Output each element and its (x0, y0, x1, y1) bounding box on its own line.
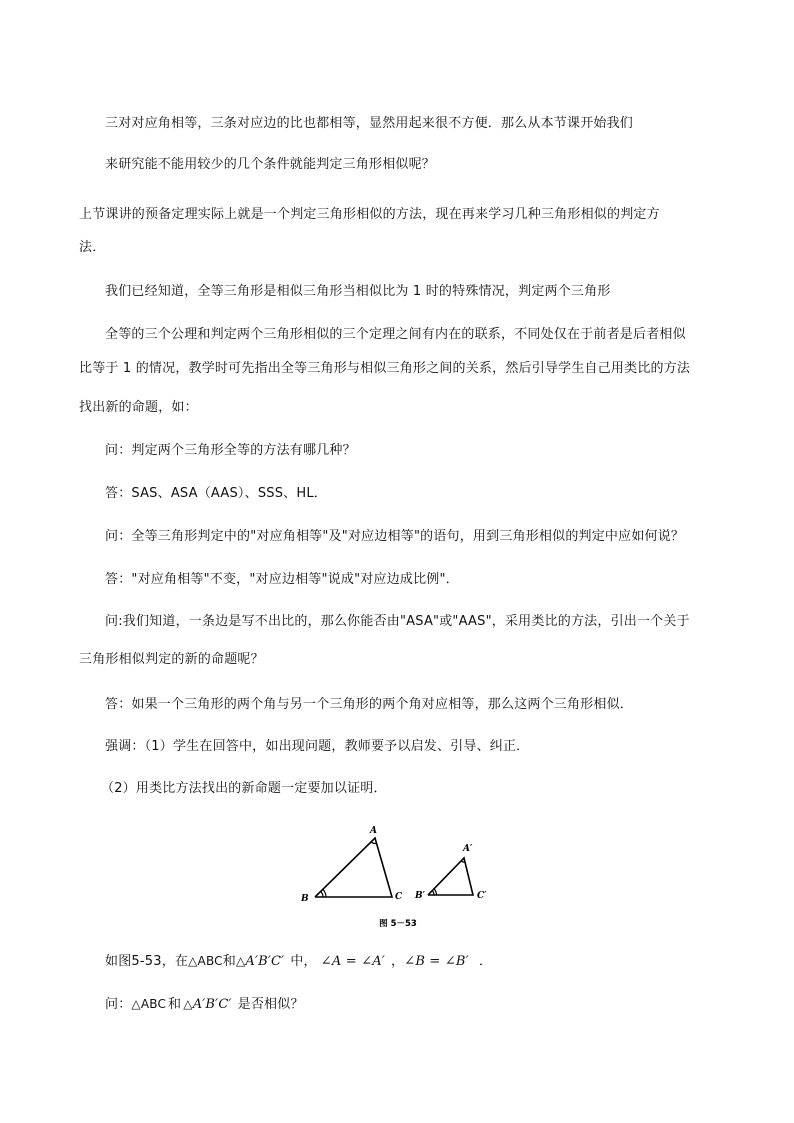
triangle-abc-symbol: △ABC (188, 954, 223, 968)
question-3-line-2: 三角形相似判定的新的命题呢？ (79, 652, 264, 667)
paragraph-5-line-2: 比等于 1 的情况，教学时可先指出全等三角形与相似三角形之间的关系，然后引导学生自己用类比的方法 (79, 361, 691, 376)
example-text: 如图5-53，在 (105, 954, 189, 969)
example-statement (105, 953, 492, 970)
triangle-symbol: △ (235, 954, 246, 968)
label-b: B (301, 894, 309, 904)
question-prefix: 问： (105, 997, 132, 1012)
label-a-prime: A′ (463, 844, 473, 854)
example-and: 和 (222, 954, 236, 969)
example-separator: ， (391, 954, 405, 969)
final-question (105, 996, 304, 1013)
triangle-abc-edges (315, 838, 392, 897)
example-end: ． (478, 954, 493, 969)
example-mid: 中， (290, 954, 317, 969)
triangle-a1b1c1 (428, 858, 473, 895)
triangle-figure (295, 818, 501, 928)
answer-2: 答："对应角相等"不变，"对应边相等"说成"对应边成比例"． (105, 572, 459, 587)
question-3-line-1: 问:我们知道，一条边是写不出比的，那么你能否由"ASA"或"AAS"，采用类比的方法，引出一个关于 (105, 614, 690, 629)
question-suffix: 是否相似？ (237, 997, 304, 1012)
paragraph-5-line-3: 找出新的命题，如： (79, 400, 198, 415)
question-triangle-a1b1c1: A′B′C′ (192, 997, 232, 1012)
question-2: 问：全等三角形判定中的"对应角相等"及"对应边相等"的语句，用到三角形相似的判定中应如何说？ (105, 529, 685, 544)
condition-angle-a: ∠A = ∠A′ (320, 954, 386, 969)
triangle-a1b1c1-symbol: A′B′C′ (245, 954, 285, 969)
question-triangle-symbol: △ (183, 997, 193, 1011)
triangle-abc (315, 838, 392, 897)
question-triangle-abc: △ABC (131, 997, 167, 1011)
paragraph-3-line-2: 法． (79, 240, 106, 255)
figure-caption: 图 5－53 (379, 919, 417, 928)
label-c-prime: C′ (477, 891, 487, 901)
paragraph-2: 来研究能不能用较少的几个条件就能判定三角形相似呢？ (105, 157, 436, 172)
paragraph-1: 三对对应角相等，三条对应边的比也都相等，显然用起来很不方便．那么从本节课开始我们 (105, 116, 634, 131)
angle-b-mark (321, 891, 323, 897)
paragraph-5-line-1: 全等的三个公理和判定两个三角形相似的三个定理之间有内在的联系，不同处仅在于前者是后者相似 (105, 327, 686, 342)
emphasis-1: 强调：（1）学生在回答中，如出现问题，教师要予以启发、引导、纠正． (105, 739, 530, 754)
label-c: C (395, 892, 403, 902)
emphasis-2: （2）用类比方法找出的新命题一定要加以证明． (101, 781, 387, 796)
label-b-prime: B′ (415, 891, 425, 901)
paragraph-4: 我们已经知道，全等三角形是相似三角形当相似比为 1 时的特殊情况，判定两个三角形 (105, 284, 611, 299)
question-and: 和 (168, 997, 182, 1012)
label-a: A (370, 826, 377, 836)
question-1: 问：判定两个三角形全等的方法有哪几种？ (105, 443, 356, 458)
answer-1: 答：SAS、ASA（AAS）、SSS、HL． (105, 486, 327, 501)
condition-angle-b: ∠B = ∠B′ (404, 954, 469, 969)
paragraph-3-line-1: 上节课讲的预备定理实际上就是一个判定三角形相似的方法，现在再来学习几种三角形相似的判定方 (79, 207, 660, 222)
answer-3: 答：如果一个三角形的两个角与另一个三角形的两个角对应相等，那么这两个三角形相似． (105, 697, 634, 712)
